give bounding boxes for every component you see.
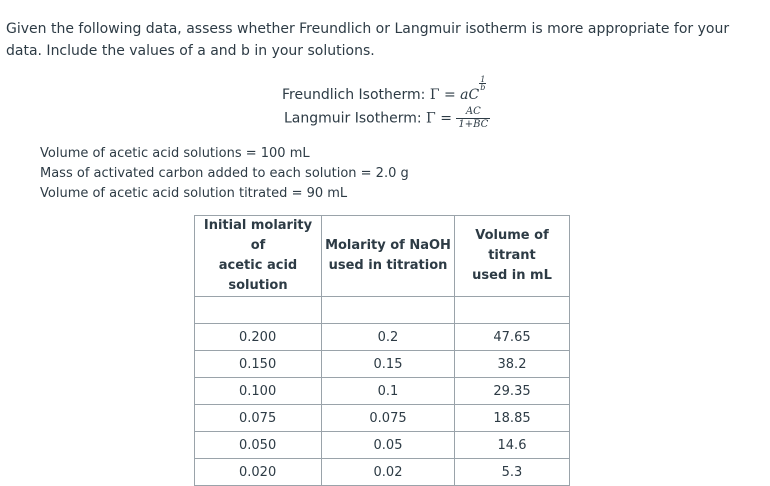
cell-initial-molarity: 0.020 <box>195 459 322 486</box>
table-row <box>195 378 570 405</box>
langmuir-fraction <box>456 106 490 131</box>
header-text: Volume of titrant <box>475 228 549 263</box>
freundlich-equals: = <box>443 87 456 103</box>
table-header-row <box>195 216 570 297</box>
header-text: used in titration <box>328 258 448 273</box>
table-row <box>195 432 570 459</box>
cell-naoh-molarity: 0.075 <box>322 405 455 432</box>
cell-titrant-volume: 5.3 <box>455 459 570 486</box>
cell-naoh-molarity: 0.1 <box>322 378 455 405</box>
langmuir-gamma: Γ <box>426 110 436 127</box>
parameters-list <box>40 144 409 204</box>
cell-titrant-volume: 38.2 <box>455 351 570 378</box>
langmuir-equation <box>284 106 490 131</box>
cell-naoh-molarity: 0.05 <box>322 432 455 459</box>
freundlich-exponent <box>479 76 486 91</box>
table-row <box>195 324 570 351</box>
freundlich-a: a <box>460 87 469 103</box>
freundlich-c: C <box>468 87 480 103</box>
cell-naoh-molarity: 0.02 <box>322 459 455 486</box>
cell-titrant-volume: 14.6 <box>455 432 570 459</box>
langmuir-denominator: 1+BC <box>458 119 489 130</box>
header-naoh-molarity <box>322 216 455 297</box>
freundlich-equation <box>282 76 486 103</box>
cell-initial-molarity: 0.050 <box>195 432 322 459</box>
freundlich-exponent-numerator: 1 <box>480 75 486 84</box>
table-spacer-row <box>195 297 570 324</box>
freundlich-exponent-denominator: b <box>480 83 486 92</box>
cell-initial-molarity: 0.150 <box>195 351 322 378</box>
langmuir-label: Langmuir Isotherm: <box>284 110 422 127</box>
freundlich-gamma: Γ <box>429 87 440 103</box>
table-row <box>195 351 570 378</box>
param-titrated-volume: Volume of acetic acid solution titrated = 90 mL <box>40 186 348 201</box>
langmuir-numerator: AC <box>456 106 490 119</box>
cell-titrant-volume: 29.35 <box>455 378 570 405</box>
header-text: Molarity of NaOH <box>325 238 451 253</box>
langmuir-equals: = <box>440 110 452 127</box>
cell-naoh-molarity: 0.15 <box>322 351 455 378</box>
header-text: used in mL <box>472 268 552 283</box>
header-initial-molarity <box>195 216 322 297</box>
cell-initial-molarity: 0.200 <box>195 324 322 351</box>
question-prompt: Given the following data, assess whether Freundlich or Langmuir isotherm is more appropriate for your data. Include the values of a and b in your solutions. <box>6 21 730 59</box>
table-row <box>195 459 570 486</box>
cell-titrant-volume: 18.85 <box>455 405 570 432</box>
cell-titrant-volume: 47.65 <box>455 324 570 351</box>
data-table <box>194 215 570 486</box>
param-carbon-mass: Mass of activated carbon added to each solution = 2.0 g <box>40 166 409 181</box>
cell-initial-molarity: 0.075 <box>195 405 322 432</box>
header-text: acetic acid solution <box>218 258 298 293</box>
param-solution-volume: Volume of acetic acid solutions = 100 mL <box>40 146 310 161</box>
header-text: Initial molarity of <box>203 218 313 253</box>
cell-initial-molarity: 0.100 <box>195 378 322 405</box>
table-row <box>195 405 570 432</box>
freundlich-label: Freundlich Isotherm: <box>282 87 426 103</box>
header-titrant-volume <box>455 216 570 297</box>
cell-naoh-molarity: 0.2 <box>322 324 455 351</box>
